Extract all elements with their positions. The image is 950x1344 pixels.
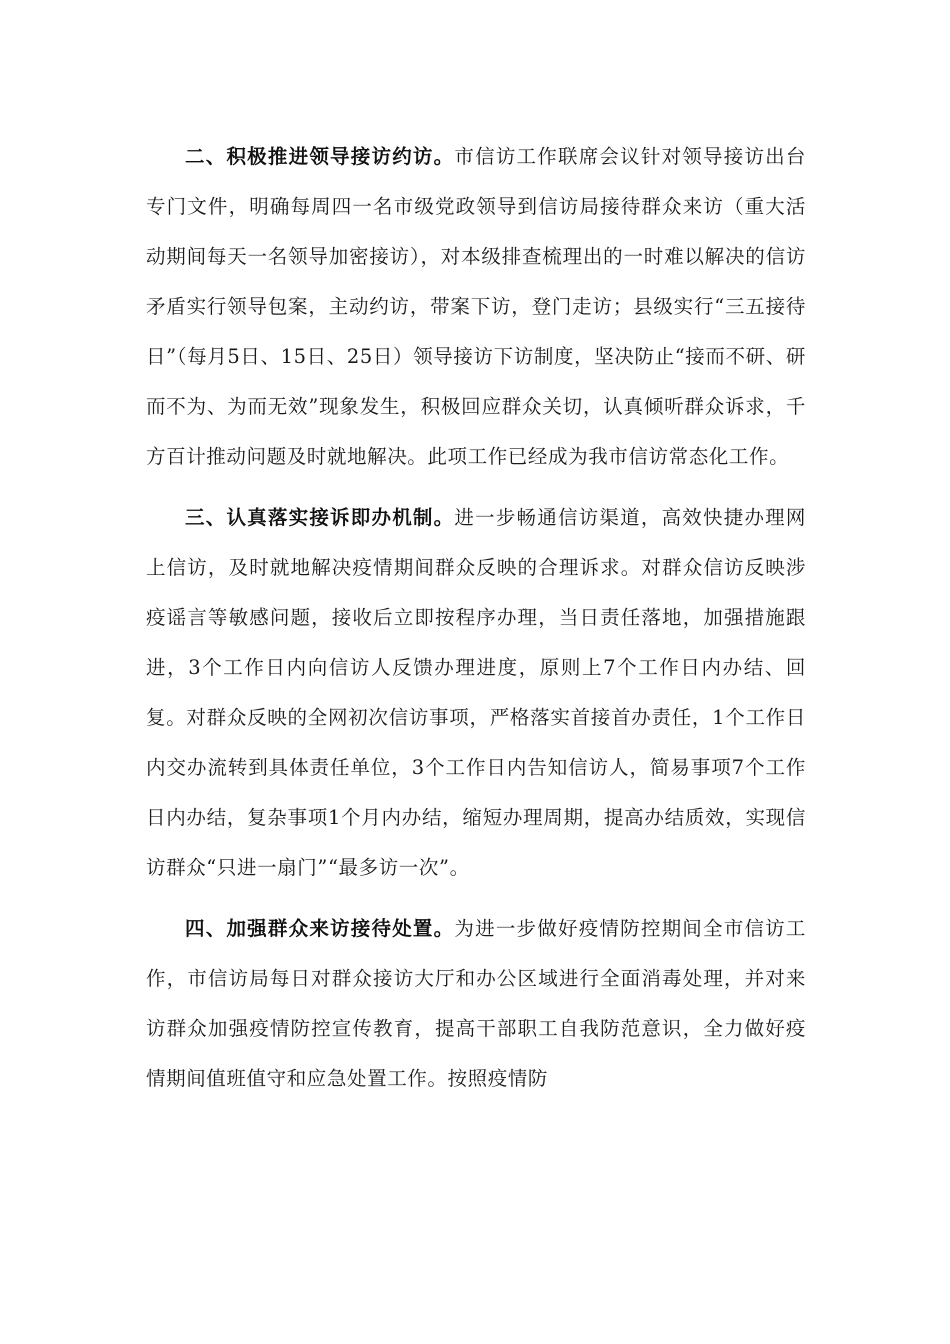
paragraph-leader-visits [146,132,806,482]
paragraph-reception-handling [146,904,806,1104]
paragraph-heading: 二、积极推进领导接访约访。 [185,145,455,168]
document-body [146,132,806,1104]
paragraph-heading: 三、认真落实接诉即办机制。 [185,506,455,529]
paragraph-complaint-handling [146,493,806,893]
paragraph-heading: 四、加强群众来访接待处置。 [185,917,455,940]
paragraph-text: 进一步畅通信访渠道，高效快捷办理网上信访，及时就地解决疫情期间群众反映的合理诉求。对群众信访反映涉疫谣言等敏感问题，接收后立即按程序办理，当日责任落地，加强措施跟进，3个工作日内向信访人反馈办理进度，原则上7个工作日内办结、回复。对群众反映的全网初次信访事项，严格落实首接首办责任，1个工作日内交办流转到具体责任单位，3个工作日内告知信访人，简易事项7个工作日内办结，复杂事项1个月内办结，缩短办理周期，提高办结质效，实现信访群众“只进一扇门”“最多访一次”。 [146,506,806,879]
paragraph-text: 为进一步做好疫情防控期间全市信访工作，市信访局每日对群众接访大厅和办公区域进行全面消毒处理，并对来访群众加强疫情防控宣传教育，提高干部职工自我防范意识，全力做好疫情期间值班值守和应急处置工作。按照疫情防 [146,917,806,1090]
paragraph-text: 市信访工作联席会议针对领导接访出台专门文件，明确每周四一名市级党政领导到信访局接待群众来访（重大活动期间每天一名领导加密接访），对本级排查梳理出的一时难以解决的信访矛盾实行领导包案，主动约访，带案下访，登门走访；县级实行“三五接待日”（每月5日、15日、25日）领导接访下访制度，坚决防止“接而不研、研而不为、为而无效”现象发生，积极回应群众关切，认真倾听群众诉求，千方百计推动问题及时就地解决。此项工作已经成为我市信访常态化工作。 [146,145,806,468]
